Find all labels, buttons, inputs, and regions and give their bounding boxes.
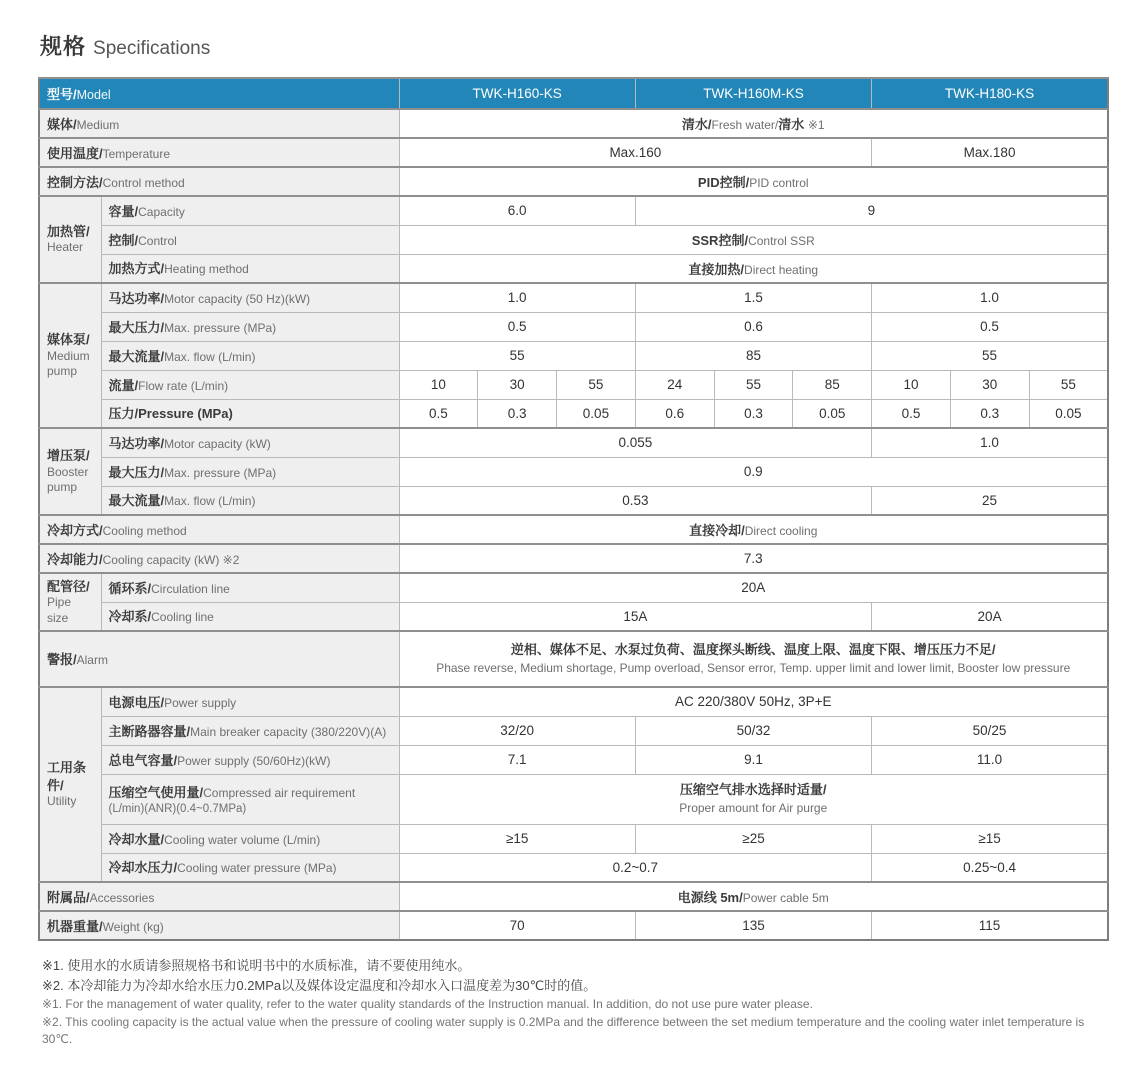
value-cell: 115 (872, 911, 1108, 940)
group-label: 增压泵/ Booster pump (39, 428, 101, 515)
value-cell: 7.3 (399, 544, 1108, 573)
value-cell: 20A (872, 602, 1108, 631)
row-label: 容量/Capacity (101, 196, 399, 225)
value-cell: 25 (872, 486, 1108, 515)
value-cell: 6.0 (399, 196, 635, 225)
row-label: 压力/Pressure (MPa) (101, 399, 399, 428)
value-cell: 135 (635, 911, 871, 940)
value-cell: 0.2~0.7 (399, 853, 872, 882)
value-cell: PID控制/PID control (399, 167, 1108, 196)
value-cell: 0.3 (950, 399, 1029, 428)
row-label: 最大流量/Max. flow (L/min) (101, 341, 399, 370)
value-cell: 30 (950, 370, 1029, 399)
value-cell: 压缩空气排水选择时适量/ Proper amount for Air purge (399, 774, 1108, 824)
value-cell: 1.0 (399, 283, 635, 312)
row-label: 马达功率/Motor capacity (50 Hz)(kW) (101, 283, 399, 312)
row-label: 机器重量/Weight (kg) (39, 911, 399, 940)
value-cell: 50/25 (872, 716, 1108, 745)
page-title (40, 30, 1108, 61)
value-cell: 0.5 (399, 399, 478, 428)
value-cell: 0.055 (399, 428, 872, 457)
value-cell: 0.5 (872, 312, 1108, 341)
value-cell: ≥15 (872, 824, 1108, 853)
value-cell: 0.05 (1029, 399, 1108, 428)
model-header: TWK-H160-KS (399, 78, 635, 109)
value-cell: 10 (872, 370, 951, 399)
value-cell: Max.180 (872, 138, 1108, 167)
value-cell: 1.5 (635, 283, 871, 312)
value-cell: 9.1 (635, 745, 871, 774)
value-cell: 55 (714, 370, 793, 399)
value-cell: 24 (635, 370, 714, 399)
row-label: 警报/Alarm (39, 631, 399, 687)
value-cell: 0.05 (793, 399, 872, 428)
value-cell: 11.0 (872, 745, 1108, 774)
row-label: 附属品/Accessories (39, 882, 399, 911)
row-label: 最大压力/Max. pressure (MPa) (101, 312, 399, 341)
row-label: 压缩空气使用量/Compressed air requirement (L/min)(ANR)(0.4~0.7MPa) (101, 774, 399, 824)
row-label: 冷却方式/Cooling method (39, 515, 399, 544)
value-cell: 0.5 (872, 399, 951, 428)
value-cell: 0.6 (635, 399, 714, 428)
row-label: 循环系/Circulation line (101, 573, 399, 602)
model-row-label: 型号/Model (39, 78, 399, 109)
row-label: 控制/Control (101, 225, 399, 254)
value-cell: SSR控制/Control SSR (399, 225, 1108, 254)
value-cell: 0.05 (557, 399, 636, 428)
value-cell: ≥25 (635, 824, 871, 853)
value-cell: 55 (557, 370, 636, 399)
value-cell: 0.5 (399, 312, 635, 341)
value-cell: 9 (635, 196, 1108, 225)
value-cell: Max.160 (399, 138, 872, 167)
value-cell: 0.53 (399, 486, 872, 515)
value-cell: 55 (1029, 370, 1108, 399)
value-cell: 85 (793, 370, 872, 399)
value-cell: 1.0 (872, 283, 1108, 312)
value-cell: 32/20 (399, 716, 635, 745)
value-cell: 15A (399, 602, 872, 631)
value-cell: 1.0 (872, 428, 1108, 457)
group-label: 媒体泵/ Medium pump (39, 283, 101, 428)
value-cell: 20A (399, 573, 1108, 602)
value-cell: 7.1 (399, 745, 635, 774)
value-cell: ≥15 (399, 824, 635, 853)
footnote-en-1: ※1. For the management of water quality, refer to the water quality standards of the Instruction manual. In addition, do not use pure water please. (42, 997, 813, 1012)
value-cell: 电源线 5m/Power cable 5m (399, 882, 1108, 911)
footnote-zh-2: ※2. 本冷却能力为冷却水给水压力0.2MPa以及媒体设定温度和冷却水入口温度差为30℃时的值。 (42, 978, 597, 994)
row-label: 冷却能力/Cooling capacity (kW) ※2 (39, 544, 399, 573)
row-label: 马达功率/Motor capacity (kW) (101, 428, 399, 457)
value-cell: 逆相、媒体不足、水泵过负荷、温度探头断线、温度上限、温度下限、增压压力不足/ Phase reverse, Medium shortage, Pump overload, Sensor error, Temp. upper limit and lower limit, Booster low pressure (399, 631, 1108, 687)
row-label: 控制方法/Control method (39, 167, 399, 196)
value-cell: 10 (399, 370, 478, 399)
row-label: 主断路器容量/Main breaker capacity (380/220V)(A) (101, 716, 399, 745)
footnote-zh-1: ※1. 使用水的水质请参照规格书和说明书中的水质标准，请不要使用纯水。 (42, 958, 471, 973)
value-cell: 70 (399, 911, 635, 940)
row-label: 流量/Flow rate (L/min) (101, 370, 399, 399)
value-cell: 55 (399, 341, 635, 370)
row-label: 冷却系/Cooling line (101, 602, 399, 631)
row-label: 总电气容量/Power supply (50/60Hz)(kW) (101, 745, 399, 774)
value-cell: 0.9 (399, 457, 1108, 486)
row-label: 冷却水量/Cooling water volume (L/min) (101, 824, 399, 853)
value-cell: 55 (872, 341, 1108, 370)
page-title-en: Specifications (93, 38, 211, 59)
value-cell: 清水/Fresh water/清水 ※1 (399, 109, 1108, 138)
value-cell: 直接冷却/Direct cooling (399, 515, 1108, 544)
model-header: TWK-H160M-KS (635, 78, 871, 109)
group-label: 工用条件/ Utility (39, 687, 101, 882)
row-label: 冷却水压力/Cooling water pressure (MPa) (101, 853, 399, 882)
spec-table-body (39, 78, 1108, 940)
row-label: 最大压力/Max. pressure (MPa) (101, 457, 399, 486)
value-cell: 0.25~0.4 (872, 853, 1108, 882)
group-label: 配管径/ Pipe size (39, 573, 101, 631)
group-label: 加热管/ Heater (39, 196, 101, 283)
value-cell: 50/32 (635, 716, 871, 745)
value-cell: 0.6 (635, 312, 871, 341)
row-label: 媒体/Medium (39, 109, 399, 138)
footnotes (38, 956, 1111, 1048)
row-label: 最大流量/Max. flow (L/min) (101, 486, 399, 515)
row-label: 加热方式/Heating method (101, 254, 399, 283)
page-title-zh: 规格 (40, 34, 87, 59)
value-cell: 直接加热/Direct heating (399, 254, 1108, 283)
spec-table (38, 77, 1109, 941)
model-header: TWK-H180-KS (872, 78, 1108, 109)
value-cell: 30 (478, 370, 557, 399)
row-label: 使用温度/Temperature (39, 138, 399, 167)
value-cell: 0.3 (478, 399, 557, 428)
value-cell: AC 220/380V 50Hz, 3P+E (399, 687, 1108, 716)
value-cell: 85 (635, 341, 871, 370)
footnote-en-2: ※2. This cooling capacity is the actual value when the pressure of cooling water supply is 0.2MPa and the difference between the set medium temperature and the cooling water inlet temperature is 30℃. (42, 1014, 1085, 1047)
value-cell: 0.3 (714, 399, 793, 428)
row-label: 电源电压/Power supply (101, 687, 399, 716)
